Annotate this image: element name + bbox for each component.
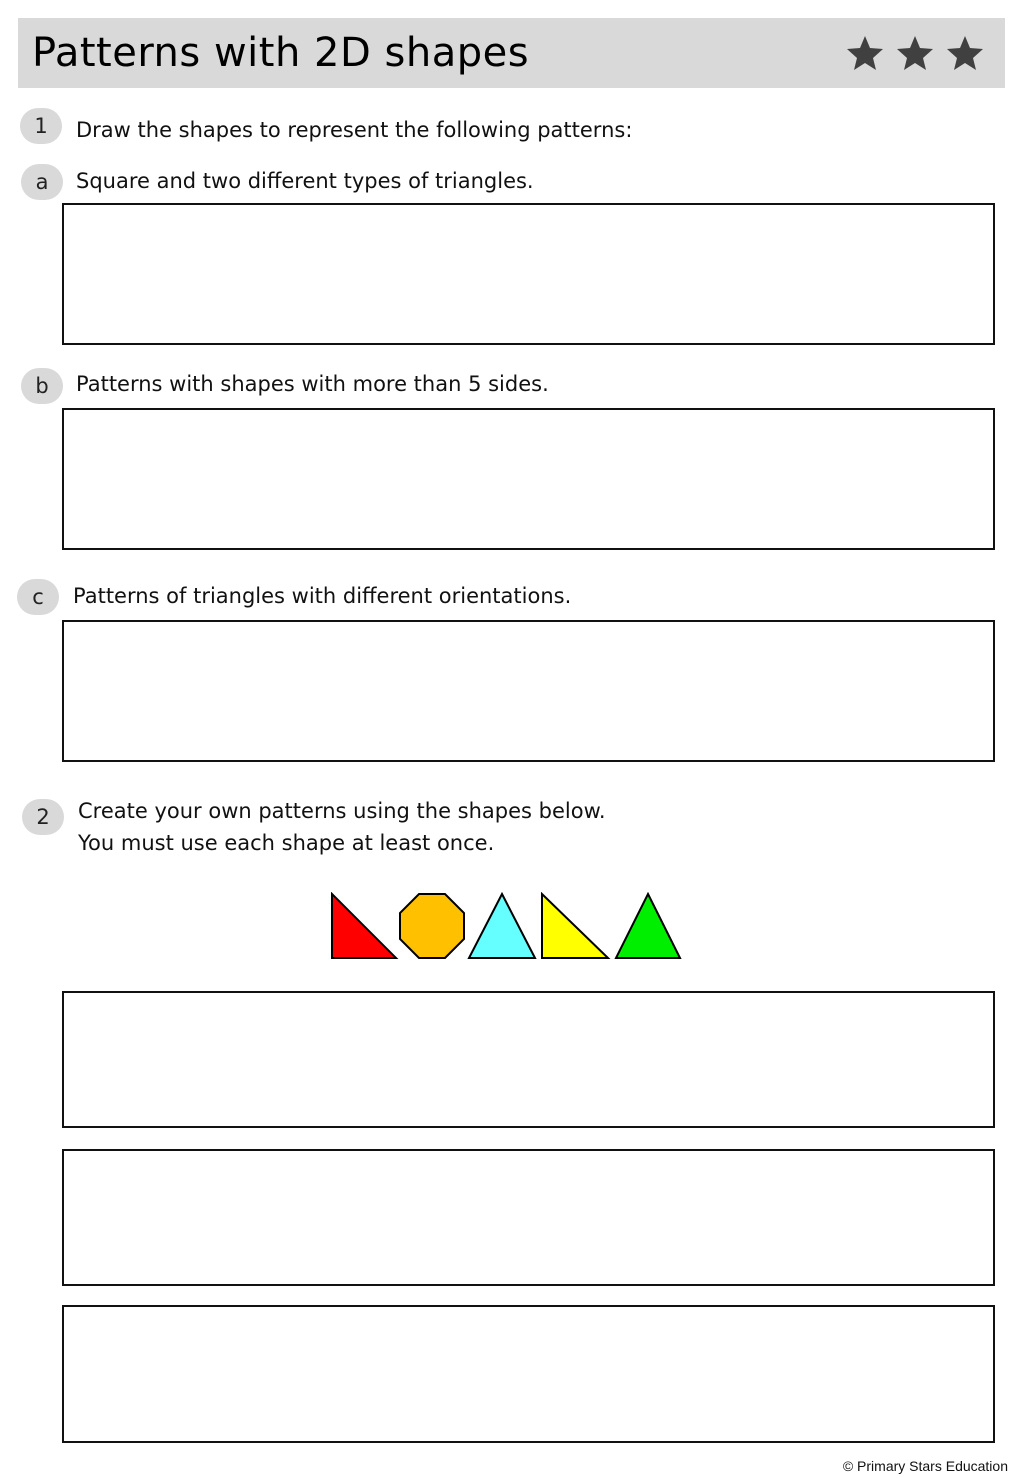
part-b-badge: b xyxy=(21,368,63,404)
shape-set xyxy=(330,892,682,962)
difficulty-stars xyxy=(845,34,985,72)
pattern-box-2[interactable] xyxy=(62,1149,995,1286)
question-number-badge: 1 xyxy=(20,108,62,144)
orange-octagon-icon xyxy=(400,894,464,958)
answer-box-a[interactable] xyxy=(62,203,995,345)
pattern-box-3[interactable] xyxy=(62,1305,995,1443)
copyright-notice: © Primary Stars Education xyxy=(842,1458,1008,1474)
part-b-text: Patterns with shapes with more than 5 sides. xyxy=(76,372,549,396)
star-icon xyxy=(945,34,985,72)
page-title: Patterns with 2D shapes xyxy=(32,30,530,76)
part-a-text: Square and two different types of triangles. xyxy=(76,169,534,193)
green-triangle-icon xyxy=(616,894,680,958)
question-2-line-2: You must use each shape at least once. xyxy=(78,831,495,855)
part-c-text: Patterns of triangles with different orientations. xyxy=(73,584,572,608)
yellow-right-triangle-icon xyxy=(542,894,608,958)
question-2-line-1: Create your own patterns using the shapes below. xyxy=(78,799,606,823)
part-c-badge: c xyxy=(17,579,59,615)
star-icon xyxy=(895,34,935,72)
answer-box-b[interactable] xyxy=(62,408,995,550)
question-prompt: Draw the shapes to represent the following patterns: xyxy=(76,118,633,142)
question-number-badge: 2 xyxy=(22,799,64,835)
answer-box-c[interactable] xyxy=(62,620,995,762)
red-right-triangle-icon xyxy=(332,894,396,958)
pattern-box-1[interactable] xyxy=(62,991,995,1128)
title-bar xyxy=(18,18,1005,88)
star-icon xyxy=(845,34,885,72)
cyan-triangle-icon xyxy=(469,894,535,958)
part-a-badge: a xyxy=(21,164,63,200)
